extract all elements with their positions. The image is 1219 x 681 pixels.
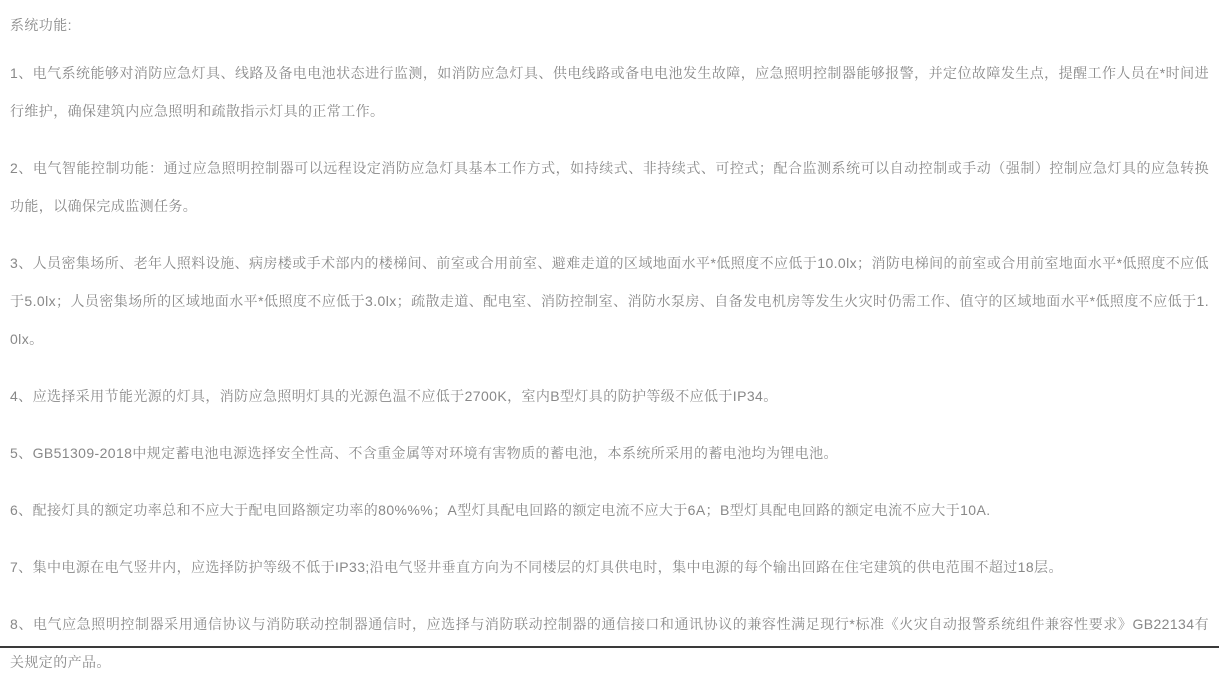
paragraph-1: 1、电气系统能够对消防应急灯具、线路及备电电池状态进行监测，如消防应急灯具、供电线路或备电电池发生故障，应急照明控制器能够报警，并定位故障发生点，提醒工作人员在*时间进行维护，确保建筑内应急照明和疏散指示灯具的正常工作。 (10, 65, 1209, 119)
paragraph-7: 7、集中电源在电气竖井内，应选择防护等级不低于IP33;沿电气竖井垂直方向为不同楼层的灯具供电时，集中电源的每个输出回路在住宅建筑的供电范围不超过18层。 (10, 559, 1063, 575)
paragraph-5: 5、GB51309-2018中规定蓄电池电源选择安全性高、不含重金属等对环境有害物质的蓄电池，本系统所采用的蓄电池均为锂电池。 (10, 445, 838, 461)
paragraph-8: 8、电气应急照明控制器采用通信协议与消防联动控制器通信时，应选择与消防联动控制器的通信接口和通讯协议的兼容性满足现行*标准《火灾自动报警系统组件兼容性要求》GB22134有关规定的产品。 (10, 616, 1209, 670)
paragraph-2: 2、电气智能控制功能：通过应急照明控制器可以远程设定消防应急灯具基本工作方式，如持续式、非持续式、可控式；配合监测系统可以自动控制或手动（强制）控制应急灯具的应急转换功能，以确保完成监测任务。 (10, 160, 1209, 214)
paragraph-6: 6、配接灯具的额定功率总和不应大于配电回路额定功率的80%%%；A型灯具配电回路的额定电流不应大于6A；B型灯具配电回路的额定电流不应大于10A. (10, 502, 991, 518)
section-title: 系统功能: (10, 17, 72, 33)
paragraph-3: 3、人员密集场所、老年人照料设施、病房楼或手术部内的楼梯间、前室或合用前室、避难走道的区域地面水平*低照度不应低于10.0lx；消防电梯间的前室或合用前室地面水平*低照度不应低于5.0lx；人员密集场所的区域地面水平*低照度不应低于3.0lx；疏散走道、配电室、消防控制室、消防水泵房、自备发电机房等发生火灾时仍需工作、值守的区域地面水平*低照度不应低于1.0lx。 (10, 255, 1209, 347)
paragraph-4: 4、应选择采用节能光源的灯具，消防应急照明灯具的光源色温不应低于2700K，室内B型灯具的防护等级不应低于IP34。 (10, 388, 778, 404)
